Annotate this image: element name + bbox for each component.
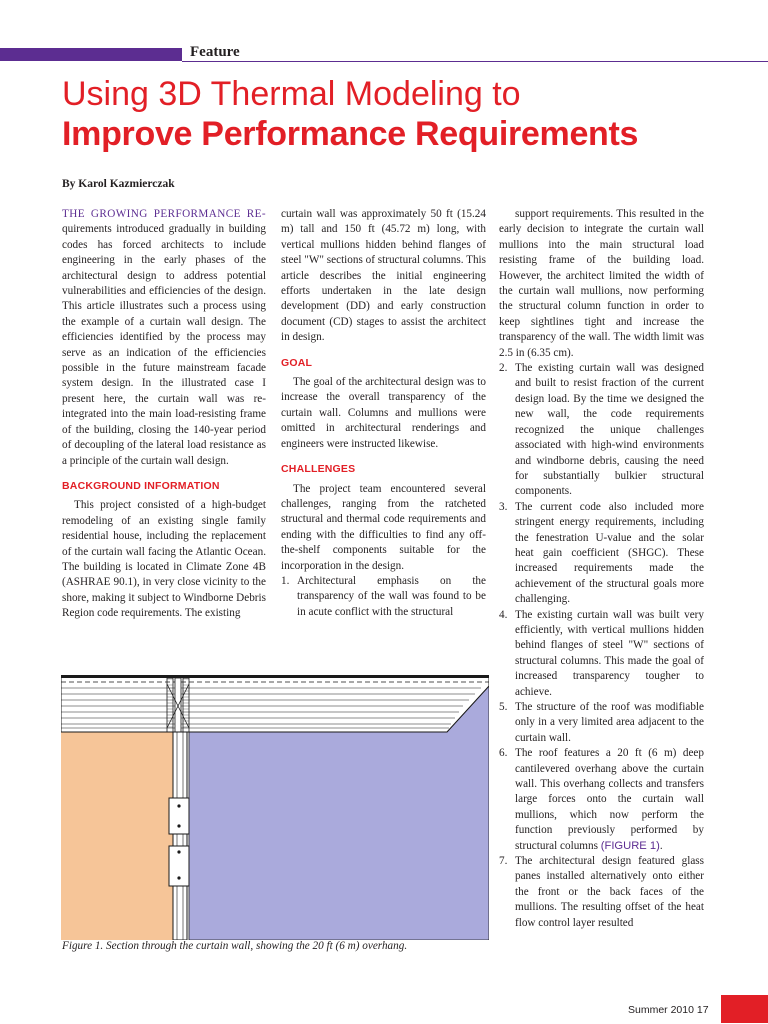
list-text: The current code also included more stringent energy requirements, including the fenestration U-value and the solar heat gain coefficient (SHGC). These increased requirements made the achievement of the structural goals more challenging.	[515, 500, 704, 606]
list-text: The architectural design featured glass panes installed alternatively onto either the front or the back faces of the mullions. The resulting offset of the heat flow control layer resulted	[515, 855, 704, 929]
title-line-1: Using 3D Thermal Modeling to	[62, 75, 521, 113]
list-text: The roof features a 20 ft (6 m) deep cantilevered overhang above the curtain wall. This overhang collects and transfers large forces onto the curtain wall mullions, which now perform the function previously performed by structural columns	[515, 747, 704, 852]
header-rule	[182, 61, 768, 62]
challenges-list	[499, 361, 704, 931]
col2-continuation: curtain wall was approximately 50 ft (15.24 m) tall and 150 ft (45.72 m) long, with vertical mullions hidden behind flanges of steel "W" sections of structural columns. This article describes the initial engineering efforts undertaken in the late design development (DD) and early construction document (CD) stages to assist the architect in design.	[281, 208, 486, 344]
list-item	[499, 854, 704, 931]
list-item	[499, 746, 704, 854]
intro-paragraph	[62, 207, 266, 469]
figure-reference-link[interactable]: (FIGURE 1)	[600, 839, 660, 852]
roof-membrane	[61, 675, 489, 678]
figure-1	[61, 670, 489, 940]
challenges-heading: CHALLENGES	[281, 463, 356, 476]
list-number: 3.	[499, 500, 508, 513]
byline: By Karol Kazmierczak	[62, 178, 175, 190]
interior-zone	[61, 732, 179, 940]
column-3	[499, 207, 704, 931]
intro-text: quirements introduced gradually in building codes has forced architects to include engineering in the early phases of the architectural design to address potential vulnerabilities and efficiencies of the design. This article illustrates such a process using the example of a curtain wall design. The efficiencies identified by the process may serve as an indication of the efficiencies possible in the future mainstream facade system design. In the illustrated case I present here, the curtain wall was re-integrated into the main load-resisting frame of the building, closing the 140-year period of decoupling of the lateral load resistance as a principle of the curtain wall design.	[62, 223, 266, 467]
column-1	[62, 207, 266, 622]
background-heading: BACKGROUND INFORMATION	[62, 479, 220, 492]
page-tab	[721, 995, 768, 1023]
list-number: 7.	[499, 855, 508, 868]
roof-framing	[167, 678, 189, 732]
list-item	[499, 608, 704, 700]
challenges-paragraph: The project team encountered several challenges, ranging from the ratcheted structural and thermal code requirements and ending with the difficulties to find any off-the-shelf components suitable for the incorporation in the design.	[281, 482, 486, 572]
col3-continuation: support requirements. This resulted in the early decision to integrate the curtain wall mullions into the main structural load resisting frame of the building load. However, the architect limited the width of the curtain wall mullions, now performing the structural column function in order to keep sightlines tight and increase the transparency of the wall. The width limit was 2.5 in (6.35 cm).	[499, 208, 704, 359]
page-footer: Summer 2010 17	[628, 1004, 709, 1016]
list-text: The existing curtain wall was built very efficiently, with vertical mullions hidden behind flanges of steel "W" sections of structural columns. This made the goal of increased transparency tougher to achieve.	[515, 608, 704, 698]
challenges-list-start	[281, 574, 486, 620]
list-number: 5.	[499, 701, 508, 713]
section-label: Feature	[190, 44, 240, 60]
article-title	[62, 74, 638, 154]
figure-caption: Figure 1. Section through the curtain wall, showing the 20 ft (6 m) overhang.	[62, 940, 408, 952]
curtain-wall-section-diagram	[61, 670, 489, 940]
list-item	[499, 700, 704, 746]
goal-heading: GOAL	[281, 356, 313, 369]
list-text: Architectural emphasis on the transparency of the wall was found to be in acute conflict with the structural	[297, 574, 486, 618]
lede-caps: THE GROWING PERFORMANCE RE-	[62, 208, 266, 220]
list-item	[499, 361, 704, 500]
list-text: The structure of the roof was modifiable only in a very limited area adjacent to the curtain wall.	[515, 701, 704, 744]
title-line-2: Improve Performance Requirements	[62, 115, 639, 153]
list-number: 2.	[499, 362, 508, 375]
roof-overhang	[61, 676, 489, 732]
list-item	[499, 500, 704, 608]
list-number: 1.	[281, 574, 290, 587]
section-band	[0, 48, 182, 61]
list-number: 4.	[499, 608, 508, 621]
list-number: 6.	[499, 747, 508, 760]
goal-paragraph: The goal of the architectural design was to increase the overall transparency of the curtain wall. Columns and mullions were omitted in architectural renderings and engineers were instructed likewise.	[281, 376, 486, 450]
list-item	[281, 574, 486, 620]
background-paragraph: This project consisted of a high-budget remodeling of an existing single family residential house, including the replacement of the curtain wall facing the Atlantic Ocean. The building is located in Climate Zone 4B (ASHRAE 90.1), in very close vicinity to the shore, making it subject to Windborne Debris Region code requirements. The existing	[62, 499, 266, 620]
column-2	[281, 207, 486, 620]
list-text: The existing curtain wall was designed and built to resist fraction of the current design load. By the time we designed the new wall, the code requirements recognized the unique challenges associated with high-wind environments and windborne debris, causing the need for substantially bulkier structural components.	[515, 362, 704, 498]
list-text-end: .	[659, 839, 663, 852]
